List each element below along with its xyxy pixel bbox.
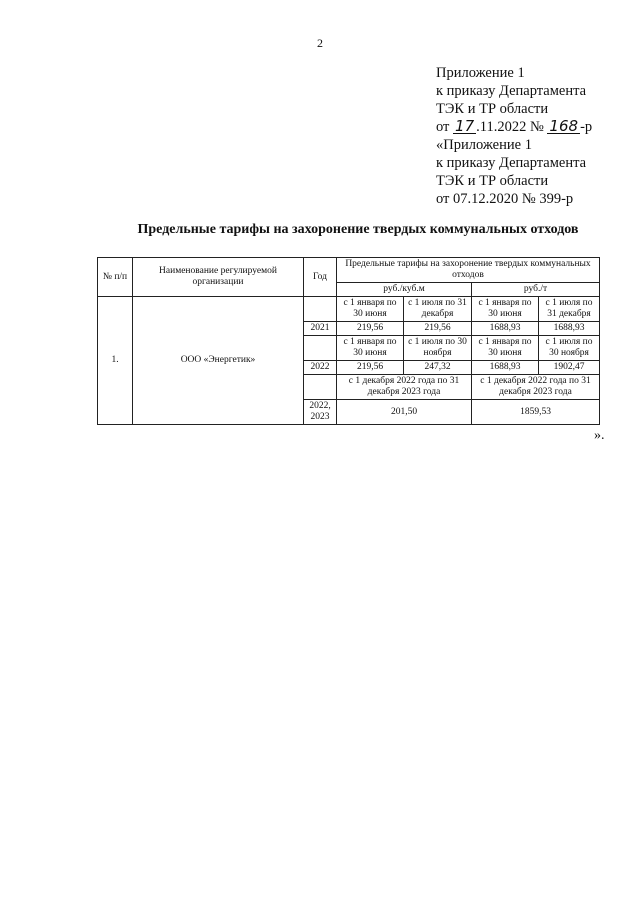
period-cell: с 1 января по 30 июня <box>337 336 404 361</box>
value-cell: 1902,47 <box>539 361 600 375</box>
value-cell: 201,50 <box>337 400 472 425</box>
appendix-line: Приложение 1 <box>436 65 525 81</box>
value-cell: 247,32 <box>404 361 472 375</box>
period-cell: с 1 июля по 30 ноября <box>404 336 472 361</box>
value-cell: 1688,93 <box>472 361 539 375</box>
header-num: № п/п <box>98 258 133 297</box>
period-cell: с 1 июля по 31 декабря <box>404 297 472 322</box>
appendix-line: к приказу Департамента <box>436 83 587 99</box>
row-num: 1. <box>98 297 133 425</box>
year-empty <box>304 375 337 400</box>
appendix-line: «Приложение 1 <box>436 137 532 153</box>
value-cell: 219,56 <box>337 361 404 375</box>
table-header-row <box>98 258 600 283</box>
page-number: 2 <box>317 36 323 50</box>
header-unit-weight: руб./т <box>472 283 600 297</box>
value-cell: 1688,93 <box>539 322 600 336</box>
period-cell: с 1 июля по 30 ноября <box>539 336 600 361</box>
header-unit-volume: руб./куб.м <box>337 283 472 297</box>
handwritten-day: 17 <box>455 117 475 135</box>
date-middle: .11.2022 № <box>476 119 544 135</box>
period-cell: с 1 декабря 2022 года по 31 декабря 2023 года <box>472 375 600 400</box>
header-tariffs: Предельные тарифы на захоронение твердых коммунальных отходов <box>337 258 600 283</box>
period-cell: с 1 января по 30 июня <box>337 297 404 322</box>
handwritten-number: 168 <box>549 117 579 135</box>
year-empty <box>304 297 337 322</box>
value-cell: 219,56 <box>337 322 404 336</box>
year-empty <box>304 336 337 361</box>
row-org: ООО «Энергетик» <box>133 297 304 425</box>
value-cell: 1688,93 <box>472 322 539 336</box>
year-cell: 2022, 2023 <box>304 400 337 425</box>
period-cell: с 1 января по 30 июня <box>472 297 539 322</box>
year-cell: 2022 <box>304 361 337 375</box>
value-cell: 219,56 <box>404 322 472 336</box>
appendix-line: ТЭК и ТР области <box>436 173 549 189</box>
period-cell: с 1 июля по 31 декабря <box>539 297 600 322</box>
header-year: Год <box>304 258 337 297</box>
date-prefix: от <box>436 119 450 135</box>
year-cell: 2021 <box>304 322 337 336</box>
number-suffix: -р <box>580 119 593 135</box>
period-cell: с 1 января по 30 июня <box>472 336 539 361</box>
value-cell: 1859,53 <box>472 400 600 425</box>
header-org: Наименование регулируемой организации <box>133 258 304 297</box>
appendix-line: к приказу Департамента <box>436 155 587 171</box>
tariffs-table <box>97 257 600 425</box>
closing-quote: ». <box>594 428 605 443</box>
table-row <box>98 297 600 322</box>
appendix-block <box>436 64 592 208</box>
period-cell: с 1 декабря 2022 года по 31 декабря 2023 года <box>337 375 472 400</box>
appendix-line: ТЭК и ТР области <box>436 101 549 117</box>
document-title: Предельные тарифы на захоронение твердых коммунальных отходов <box>137 222 579 237</box>
appendix-line: от 07.12.2020 № 399-р <box>436 191 574 207</box>
appendix-date-line <box>436 118 592 136</box>
